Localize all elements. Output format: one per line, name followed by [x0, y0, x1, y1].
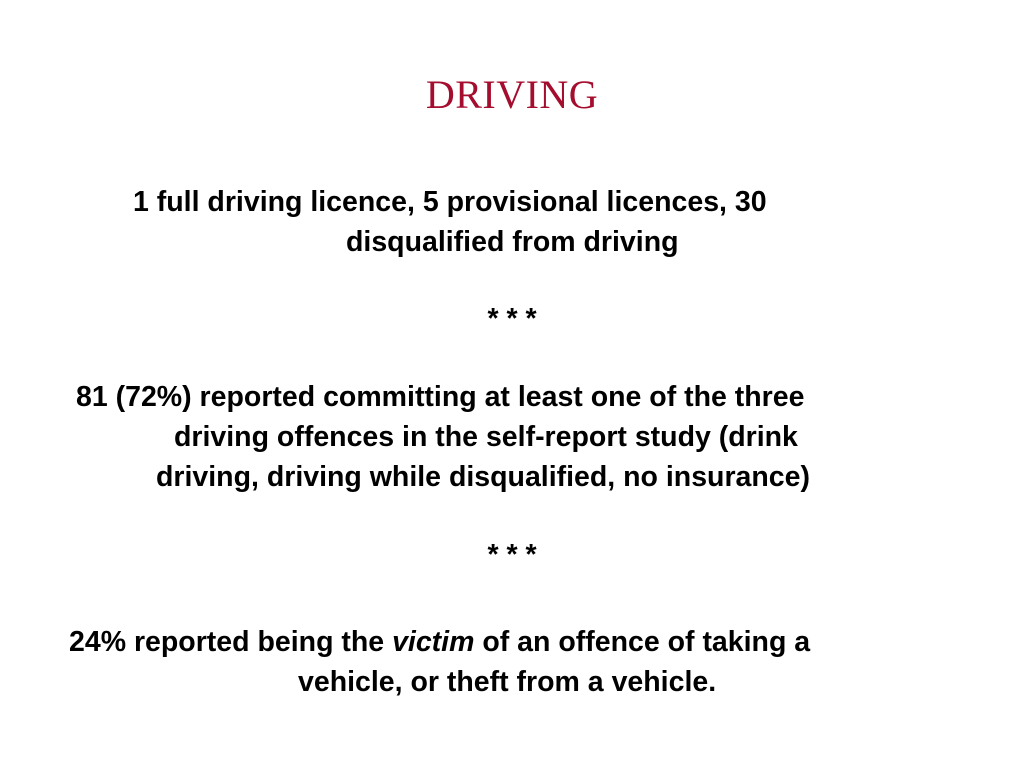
paragraph-offences — [76, 377, 810, 497]
paragraph-licences-line-2: disqualified from driving — [346, 226, 679, 258]
paragraph-victim-line-2: vehicle, or theft from a vehicle. — [298, 666, 717, 698]
separator-2: * * * — [487, 539, 537, 571]
paragraph-offences-line-1: 81 (72%) reported committing at least one of the three — [76, 381, 805, 413]
paragraph-licences-line-1: 1 full driving licence, 5 provisional licences, 30 — [133, 186, 767, 218]
victim-emphasis: victim — [392, 626, 475, 658]
slide-title: DRIVING — [425, 72, 599, 117]
paragraph-offences-line-2: driving offences in the self-report study (drink — [174, 421, 798, 453]
paragraph-victim-line-1 — [69, 622, 810, 662]
paragraph-victim-line-1-before: 24% reported being the — [69, 626, 393, 658]
paragraph-victim-line-1-after: of an offence of taking a — [474, 626, 811, 658]
paragraph-licences — [133, 182, 767, 262]
separator-1: * * * — [487, 303, 537, 335]
paragraph-offences-line-3: driving, driving while disqualified, no insurance) — [156, 461, 810, 493]
paragraph-victim — [69, 622, 810, 702]
